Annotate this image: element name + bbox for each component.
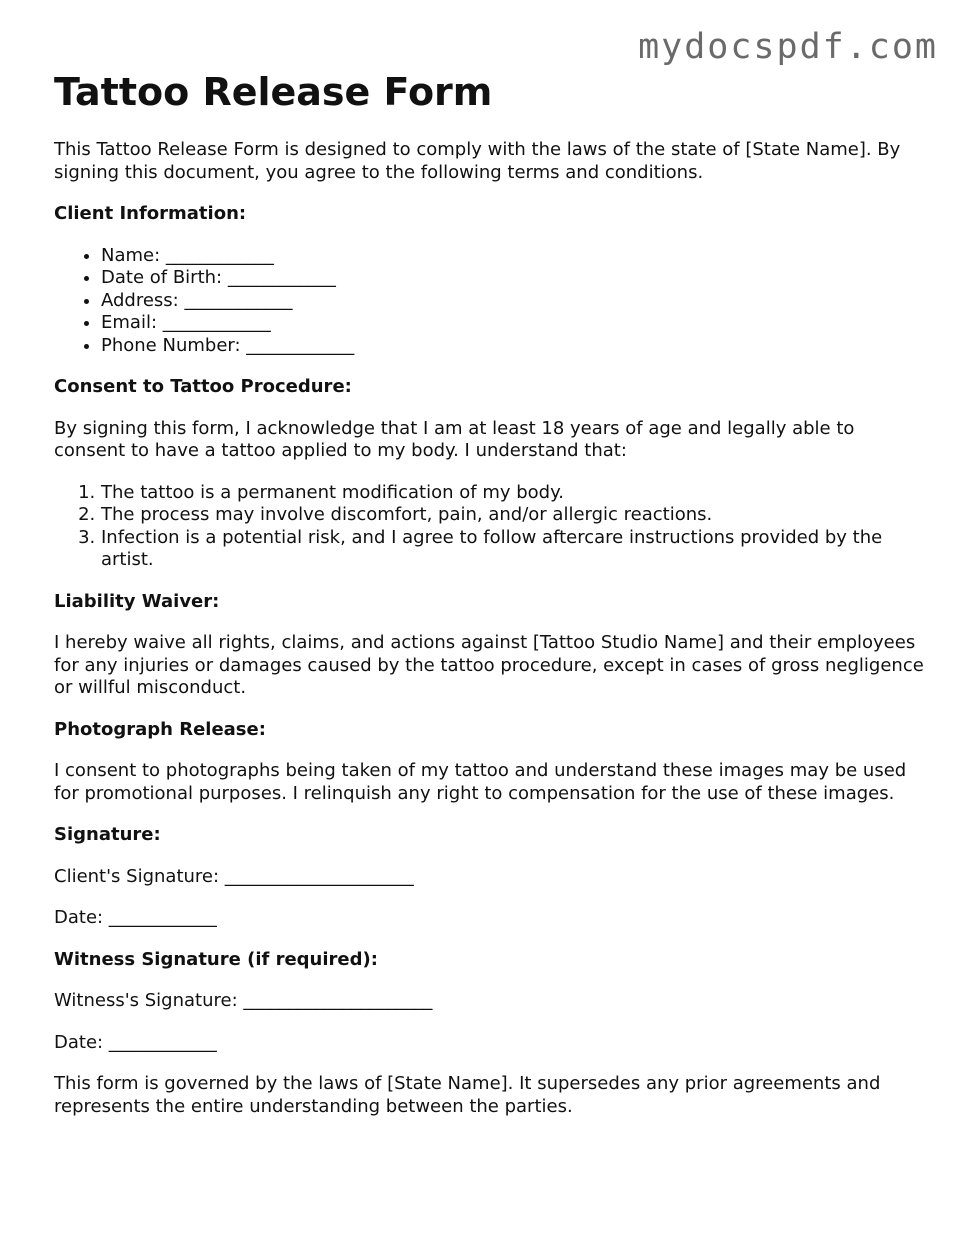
consent-paragraph: By signing this form, I acknowledge that I am at least 18 years of age and legally able to consent to have a tattoo applied to my body. I understand that: xyxy=(54,417,855,461)
client-field-dob: • Date of Birth: ____________ xyxy=(101,267,924,290)
photo-paragraph: I consent to photographs being taken of my tattoo and understand these images may be used for promotional purposes. I relinquish any right to compensation for the use of these images. xyxy=(54,760,907,804)
watermark: mydocspdf.com xyxy=(638,27,938,67)
page-title: Tattoo Release Form xyxy=(54,70,493,114)
client-field-name: • Name: ____________ xyxy=(101,245,924,268)
client-info-heading: Client Information: xyxy=(54,203,247,224)
photo-heading: Photograph Release: xyxy=(54,718,266,740)
consent-item: 1. The tattoo is a permanent modification of my body. xyxy=(101,482,924,505)
consent-item: 2. The process may involve discomfort, pain, and/or allergic reactions. xyxy=(101,504,924,527)
client-field-phone: • Phone Number: ____________ xyxy=(101,335,924,358)
witness-signature-line: Witness's Signature: _____________________ xyxy=(54,990,433,1011)
liability-paragraph: I hereby waive all rights, claims, and actions against [Tattoo Studio Name] and their employees for any injuries or damages caused by the tattoo procedure, except in cases of gross negligence or willful misconduct. xyxy=(54,632,924,698)
client-signature-line: Client's Signature: _____________________ xyxy=(54,865,414,887)
closing-paragraph: This form is governed by the laws of [State Name]. It supersedes any prior agreements and represents the entire understanding between the parties. xyxy=(54,1073,881,1117)
client-date-line: Date: ____________ xyxy=(54,907,217,928)
client-info-list xyxy=(54,245,924,358)
witness-heading: Witness Signature (if required): xyxy=(54,948,378,970)
consent-heading: Consent to Tattoo Procedure: xyxy=(54,376,352,397)
signature-heading: Signature: xyxy=(54,824,161,845)
intro-paragraph: This Tattoo Release Form is designed to comply with the laws of the state of [State Name]. By signing this document, you agree to the following terms and conditions. xyxy=(54,139,901,183)
consent-item: 3. Infection is a potential risk, and I agree to follow aftercare instructions provided by the artist. xyxy=(101,527,924,572)
consent-list xyxy=(54,482,924,572)
client-field-email: • Email: ____________ xyxy=(101,312,924,335)
client-field-address: • Address: ____________ xyxy=(101,290,924,313)
document-body xyxy=(54,139,924,1137)
witness-date-line: Date: ____________ xyxy=(54,1031,217,1053)
liability-heading: Liability Waiver: xyxy=(54,590,220,612)
